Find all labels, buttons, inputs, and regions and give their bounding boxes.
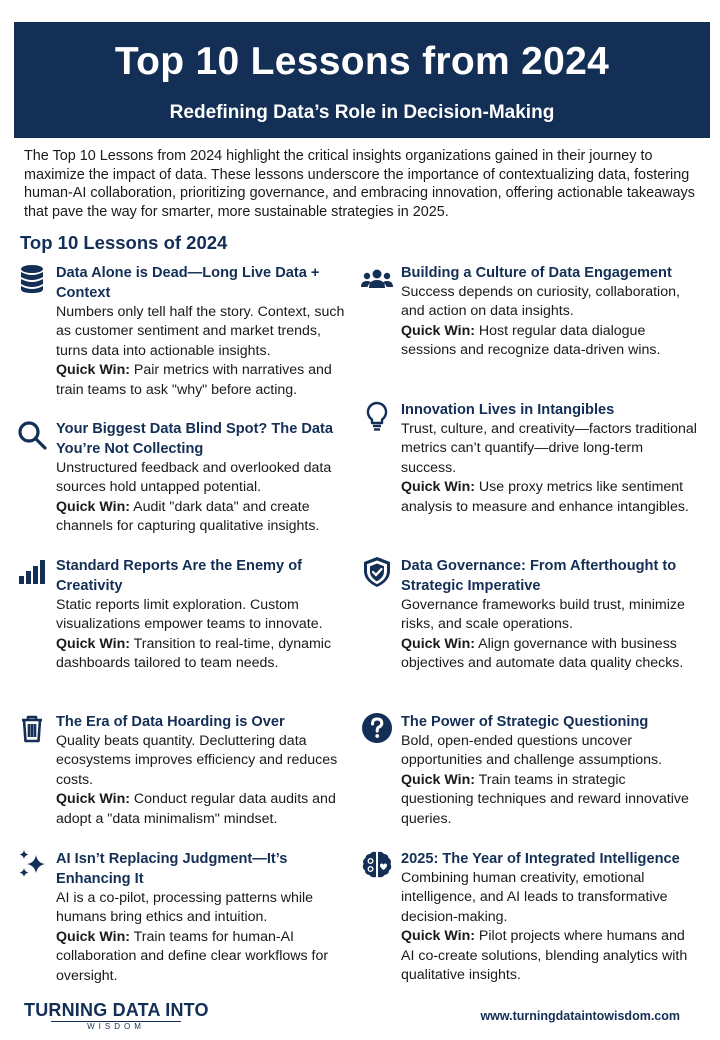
lesson-9 <box>401 712 701 829</box>
lesson-body: Governance frameworks build trust, minimize risks, and scale operations. <box>401 597 685 633</box>
database-icon <box>16 263 48 295</box>
lesson-body: AI is a co-pilot, processing patterns while humans bring ethics and intuition. <box>56 890 314 926</box>
lesson-body: Combining human creativity, emotional intelligence, and AI leads to transformative decision-making. <box>401 870 668 925</box>
lesson-body: Bold, open-ended questions uncover opportunities and challenge assumptions. <box>401 733 663 769</box>
website-link[interactable]: www.turningdataintowisdom.com <box>480 1009 680 1023</box>
lesson-quick-win <box>401 771 701 829</box>
section-title: Top 10 Lessons of 2024 <box>20 232 228 253</box>
lesson-quick-win <box>56 498 356 537</box>
lesson-title: Standard Reports Are the Enemy of Creativity <box>56 558 302 594</box>
magnifier-icon <box>16 419 48 451</box>
lesson-10 <box>401 849 701 985</box>
logo-line-2: WISDOM <box>51 1021 181 1032</box>
lesson-title: AI Isn’t Replacing Judgment—It’s Enhancing It <box>56 851 288 887</box>
lesson-quick-win <box>56 790 356 829</box>
lesson-8 <box>401 556 701 674</box>
lesson-body: Numbers only tell half the story. Context, such as customer sentiment and market trends, turns data into actionable insights. <box>56 304 345 359</box>
quick-win-text: Use proxy metrics like sentiment analysis to measure and enhance intangibles. <box>401 479 689 515</box>
quick-win-text: Host regular data dialogue sessions and recognize data-driven wins. <box>401 322 661 359</box>
lesson-5 <box>56 849 356 986</box>
logo-line-1: TURNING DATA INTO <box>24 1000 209 1020</box>
lesson-body: Success depends on curiosity, collaboration, and action on data insights. <box>401 284 680 320</box>
quick-win-text: Conduct regular data audits and adopt a "data minimalism" mindset. <box>56 791 336 827</box>
lesson-quick-win <box>56 928 356 986</box>
lesson-quick-win <box>56 361 356 400</box>
bar-chart-icon <box>16 556 48 588</box>
quick-win-label: Quick Win: <box>56 635 130 652</box>
lesson-title: The Era of Data Hoarding is Over <box>56 714 285 730</box>
people-group-icon <box>361 263 393 295</box>
quick-win-label: Quick Win: <box>401 322 475 339</box>
page-header <box>14 22 710 138</box>
lesson-title: Data Alone is Dead—Long Live Data + Context <box>56 265 320 301</box>
quick-win-label: Quick Win: <box>56 791 130 808</box>
shield-check-icon <box>361 556 393 588</box>
quick-win-text: Align governance with business objectives and automate data quality checks. <box>401 635 684 672</box>
lesson-3 <box>56 556 356 674</box>
quick-win-text: Audit "dark data" and create channels for capturing qualitative insights. <box>56 498 320 535</box>
quick-win-label: Quick Win: <box>401 771 475 788</box>
trash-icon <box>16 712 48 744</box>
quick-win-text: Train teams in strategic questioning techniques and reward innovative queries. <box>401 771 689 827</box>
lesson-title: Data Governance: From Afterthought to Strategic Imperative <box>401 558 677 594</box>
quick-win-text: Pilot projects where humans and AI co-create solutions, blending analytics with qualitative insights. <box>401 928 688 984</box>
lesson-quick-win <box>401 478 701 517</box>
lesson-quick-win <box>401 635 701 674</box>
quick-win-label: Quick Win: <box>401 635 475 652</box>
page-title: Top 10 Lessons from 2024 <box>114 40 610 83</box>
intro-paragraph: The Top 10 Lessons from 2024 highlight the critical insights organizations gained in their journey to maximize the impact of data. These lessons underscore the importance of contextualizing data, fostering human-AI collaboration, prioritizing governance, and embracing innovation, offering actionable takeaways that pave the way for smarter, more sustainable strategies in 2025. <box>24 148 695 220</box>
lesson-title: Your Biggest Data Blind Spot? The Data You’re Not Collecting <box>56 421 334 457</box>
lesson-title: Building a Culture of Data Engagement <box>401 265 672 281</box>
quick-win-text: Pair metrics with narratives and train teams to ask "why" before acting. <box>56 362 332 398</box>
quick-win-text: Train teams for human-AI collaboration and define clear workflows for oversight. <box>56 928 329 984</box>
sparkles-icon <box>16 849 48 881</box>
company-logo <box>24 1000 208 1034</box>
lesson-body: Trust, culture, and creativity—factors traditional metrics can’t quantify—drive long-term success. <box>401 421 697 476</box>
quick-win-label: Quick Win: <box>56 928 130 945</box>
quick-win-text: Transition to real-time, dynamic dashboards tailored to team needs. <box>56 635 332 672</box>
lesson-quick-win <box>56 635 356 674</box>
lesson-6 <box>401 263 701 361</box>
lesson-body: Unstructured feedback and overlooked data sources hold untapped potential. <box>56 460 332 496</box>
quick-win-label: Quick Win: <box>56 362 130 379</box>
quick-win-label: Quick Win: <box>56 498 130 515</box>
page-subtitle: Redefining Data’s Role in Decision-Making <box>169 102 555 123</box>
lesson-1 <box>56 263 356 400</box>
brain-icon <box>361 849 393 881</box>
lesson-2 <box>56 419 356 537</box>
lesson-4 <box>56 712 356 829</box>
lesson-quick-win <box>401 927 701 985</box>
lesson-body: Static reports limit exploration. Custom visualizations empower teams to innovate. <box>56 597 323 633</box>
lesson-quick-win <box>401 322 701 361</box>
lesson-body: Quality beats quantity. Decluttering data ecosystems improves efficiency and reduces costs. <box>56 733 338 788</box>
question-circle-icon <box>361 712 393 744</box>
lesson-title: Innovation Lives in Intangibles <box>401 402 615 418</box>
lesson-7 <box>401 400 701 517</box>
lesson-title: 2025: The Year of Integrated Intelligence <box>401 851 680 867</box>
lesson-title: The Power of Strategic Questioning <box>401 714 649 730</box>
quick-win-label: Quick Win: <box>401 479 475 496</box>
lightbulb-icon <box>361 400 393 432</box>
quick-win-label: Quick Win: <box>401 928 475 945</box>
